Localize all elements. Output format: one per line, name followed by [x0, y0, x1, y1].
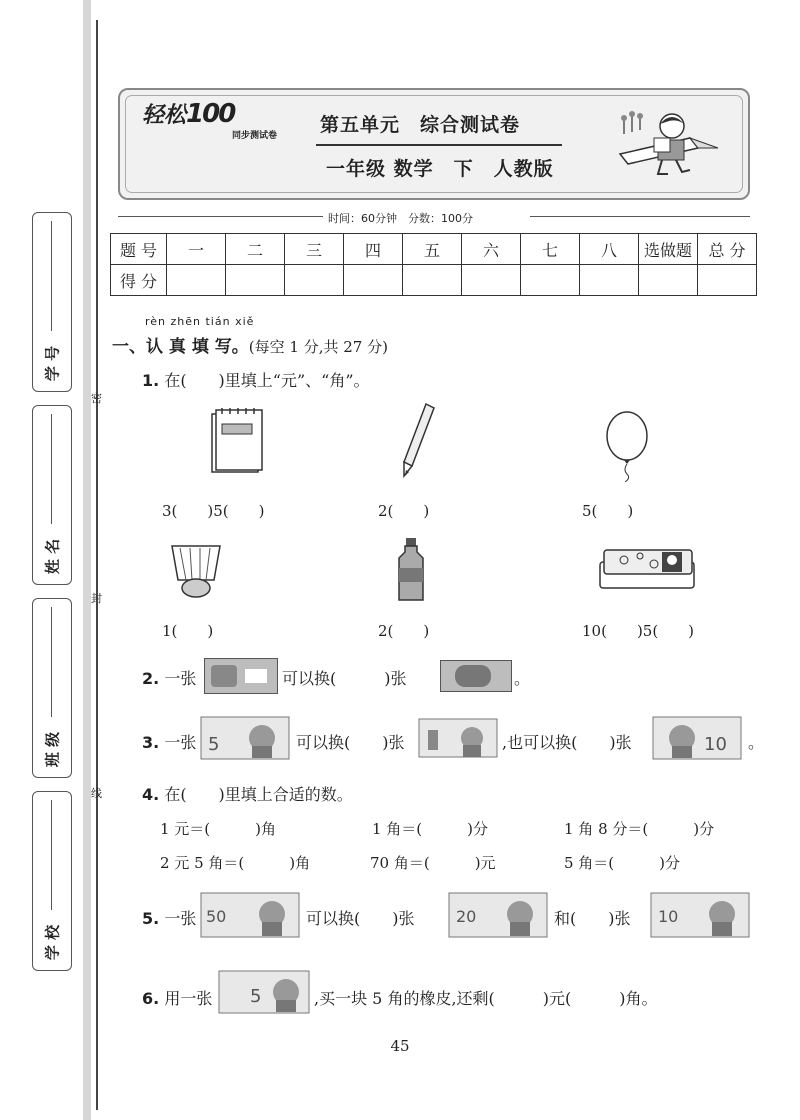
header-banner — [118, 88, 750, 200]
score-cell[interactable] — [285, 265, 344, 296]
table-cell: 二 — [226, 234, 285, 265]
binding-strip — [83, 0, 91, 1120]
question-1: 1. 在( )里填上“元”、“角”。 — [142, 371, 370, 390]
question-3-text-a[interactable]: 可以换( )张 — [296, 733, 405, 752]
q4-item-4[interactable]: 2 元 5 角＝( )角 — [160, 854, 311, 872]
boy-reading-icon — [610, 108, 730, 180]
cut-mark-feng: 封 — [91, 592, 102, 605]
question-6: 6. 用一张 — [142, 989, 213, 1008]
score-cell[interactable] — [344, 265, 403, 296]
table-cell: 题 号 — [111, 234, 167, 265]
question-2-text[interactable]: 可以换( )张 — [282, 669, 407, 688]
banknote-denomination: 5 — [250, 986, 262, 1007]
banknote-10-yuan-2 — [650, 892, 750, 938]
question-5: 5. 一张 — [142, 909, 197, 928]
shuttlecock-icon — [168, 540, 224, 600]
question-3: 3. 一张 — [142, 733, 197, 752]
banknote-10-yuan — [200, 716, 290, 760]
score-cell[interactable] — [639, 265, 698, 296]
table-cell: 四 — [344, 234, 403, 265]
score-table-header-row — [111, 234, 757, 265]
banknote-20-yuan — [448, 892, 548, 938]
calendar-icon — [210, 408, 266, 476]
table-cell: 得 分 — [111, 265, 167, 296]
table-cell: 五 — [403, 234, 462, 265]
q1-answer-balloon[interactable]: 5( ) — [582, 502, 634, 520]
score-cell[interactable] — [698, 265, 757, 296]
question-2: 2. 一张 — [142, 669, 197, 688]
score-cell[interactable] — [462, 265, 521, 296]
brand-subtitle: 同步测试卷 — [232, 131, 278, 141]
question-5-text-b[interactable]: 和( )张 — [554, 909, 631, 928]
school-field[interactable] — [32, 791, 72, 971]
table-cell: 六 — [462, 234, 521, 265]
question-2-end: 。 — [514, 669, 531, 688]
table-cell: 七 — [521, 234, 580, 265]
student-number-label: 学 号 — [43, 345, 62, 382]
score-cell[interactable] — [580, 265, 639, 296]
page-number: 45 — [390, 1037, 410, 1055]
brand-logo: 轻松100 — [142, 99, 235, 129]
q1-answer-calendar[interactable]: 3( )5( ) — [162, 502, 265, 520]
banknote-1-jiao — [440, 660, 512, 692]
question-5-text-a[interactable]: 可以换( )张 — [306, 909, 415, 928]
balloon-icon — [603, 410, 651, 482]
exam-info: 时间：60分钟 分数：100分 — [328, 212, 473, 225]
q4-item-1[interactable]: 1 元＝( )角 — [160, 820, 277, 838]
question-3-text-b[interactable]: ,也可以换( )张 — [502, 733, 632, 752]
score-table — [110, 233, 757, 296]
exam-info-bar — [118, 210, 750, 224]
table-cell: 八 — [580, 234, 639, 265]
q1-answer-bottle[interactable]: 2( ) — [378, 622, 430, 640]
table-cell: 选做题 — [639, 234, 698, 265]
question-3-end: 。 — [748, 733, 765, 752]
student-name-label: 姓 名 — [43, 538, 62, 575]
banknote-5-yuan-2 — [218, 970, 310, 1014]
q4-item-3[interactable]: 1 角 8 分＝( )分 — [564, 820, 715, 838]
banknote-5-yuan — [652, 716, 742, 760]
q1-answer-shuttlecock[interactable]: 1( ) — [162, 622, 214, 640]
page-title: 第五单元 综合测试卷 — [320, 114, 521, 136]
cut-mark-mi: 密 — [91, 392, 102, 405]
score-cell[interactable] — [521, 265, 580, 296]
table-cell: 总 分 — [698, 234, 757, 265]
section-title: 一、认 真 填 写。(每空 1 分,共 27 分) — [112, 337, 388, 357]
banknote-denomination: 20 — [456, 907, 477, 926]
table-cell: 一 — [167, 234, 226, 265]
pencil-icon — [398, 402, 438, 478]
banknote-denomination: 10 — [704, 734, 727, 755]
school-label: 学 校 — [43, 924, 62, 961]
student-name-field[interactable] — [32, 405, 72, 585]
page-subtitle: 一年级 数学 下 人教版 — [326, 158, 554, 180]
q4-item-6[interactable]: 5 角＝( )分 — [564, 854, 681, 872]
score-cell[interactable] — [403, 265, 462, 296]
table-cell: 三 — [285, 234, 344, 265]
binding-line — [96, 20, 98, 1110]
banknote-denomination: 10 — [658, 907, 679, 926]
score-cell[interactable] — [226, 265, 285, 296]
score-cell[interactable] — [167, 265, 226, 296]
bottle-icon — [394, 538, 426, 604]
score-table-score-row — [111, 265, 757, 296]
question-4: 4. 在( )里填上合适的数。 — [142, 785, 353, 804]
q1-answer-pencil[interactable]: 2( ) — [378, 502, 430, 520]
banknote-1-yuan — [418, 718, 498, 758]
banknote-50-yuan — [200, 892, 300, 938]
student-number-field[interactable] — [32, 212, 72, 392]
question-6-text[interactable]: ,买一块 5 角的橡皮,还剩( )元( )角。 — [314, 989, 658, 1008]
banknote-denomination: 5 — [208, 734, 220, 755]
class-label: 班 级 — [43, 731, 62, 768]
cut-mark-xian: 线 — [91, 787, 102, 800]
banknote-denomination: 50 — [206, 907, 227, 926]
q4-item-2[interactable]: 1 角＝( )分 — [372, 820, 489, 838]
section-pinyin: rèn zhēn tián xiě — [145, 315, 255, 328]
pencil-case-icon — [598, 546, 698, 592]
q1-answer-pencil-case[interactable]: 10( )5( ) — [582, 622, 695, 640]
banknote-5-jiao — [204, 658, 278, 694]
class-field[interactable] — [32, 598, 72, 778]
q4-item-5[interactable]: 70 角＝( )元 — [370, 854, 496, 872]
